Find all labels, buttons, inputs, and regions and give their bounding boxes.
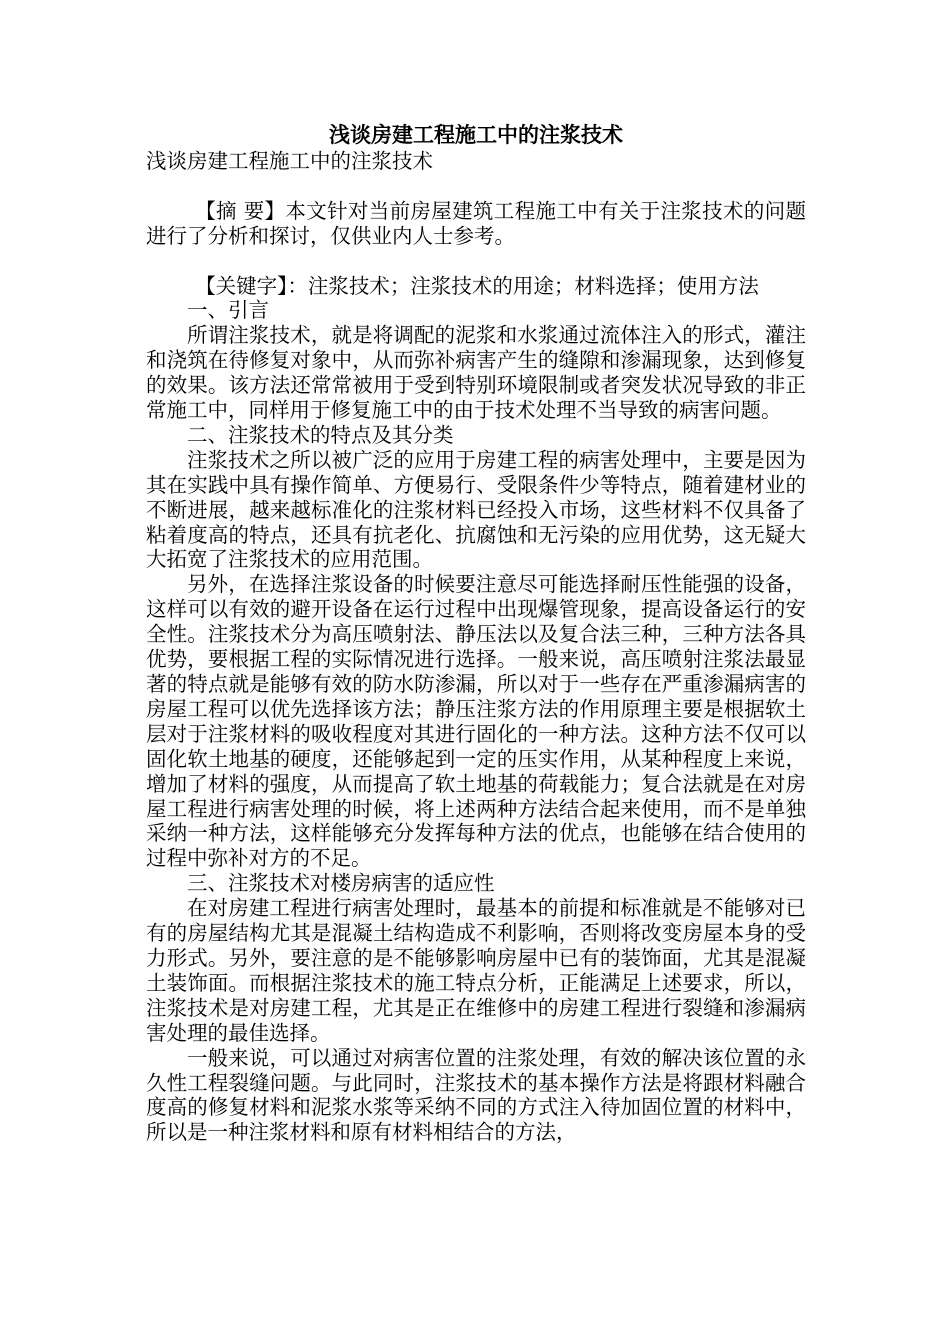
document-page xyxy=(146,120,806,1145)
section-heading-introduction: 一、引言 xyxy=(187,298,269,323)
spacer xyxy=(146,249,806,274)
body-paragraph: 所谓注浆技术，就是将调配的泥浆和水浆通过流体注入的形式，灌注和浇筑在待修复对象中，从而弥补病害产生的缝隙和渗漏现象，达到修复的效果。该方法还常常被用于受到特别环境限制或者突发状况导致的非正常施工中，同样用于修复施工中的由于技术处理不当导致的病害问题。 xyxy=(146,323,806,423)
section-heading-features: 二、注浆技术的特点及其分类 xyxy=(187,422,454,447)
keywords: 【关键字】：注浆技术；注浆技术的用途；材料选择；使用方法 xyxy=(195,273,759,298)
section-heading-adaptability: 三、注浆技术对楼房病害的适应性 xyxy=(187,871,495,896)
body-paragraph: 注浆技术之所以被广泛的应用于房建工程的病害处理中，主要是因为其在实践中具有操作简单、方便易行、受限条件少等特点，随着建材业的不断进展，越来越标准化的注浆材料已经投入市场，这些材料不仅具备了粘着度高的特点，还具有抗老化、抗腐蚀和无污染的应用优势，这无疑大大拓宽了注浆技术的应用范围。 xyxy=(146,447,806,572)
body-paragraph: 在对房建工程进行病害处理时，最基本的前提和标准就是不能够对已有的房屋结构尤其是混凝土结构造成不利影响，否则将改变房屋本身的受力形式。另外，要注意的是不能够影响房屋中已有的装饰面，尤其是混凝土装饰面。而根据注浆技术的施工特点分析，正能满足上述要求，所以，注浆技术是对房建工程，尤其是正在维修中的房建工程进行裂缝和渗漏病害处理的最佳选择。 xyxy=(146,896,806,1045)
document-title: 浅谈房建工程施工中的注浆技术 xyxy=(329,122,623,147)
abstract: 【摘 要】本文针对当前房屋建筑工程施工中有关于注浆技术的问题进行了分析和探讨，仅供业内人士参考。 xyxy=(146,198,806,248)
body-paragraph: 一般来说，可以通过对病害位置的注浆处理，有效的解决该位置的永久性工程裂缝问题。与此同时，注浆技术的基本操作方法是将跟材料融合度高的修复材料和泥浆水浆等采纳不同的方式注入待加固位置的材料中，所以是一种注浆材料和原有材料相结合的方法， xyxy=(146,1045,806,1145)
spacer xyxy=(146,174,806,199)
body-paragraph: 另外，在选择注浆设备的时候要注意尽可能选择耐压性能强的设备，这样可以有效的避开设备在运行过程中出现爆管现象，提高设备运行的安全性。注浆技术分为高压喷射法、静压法以及复合法三种，三种方法各具优势，要根据工程的实际情况进行选择。一般来说，高压喷射注浆法最显著的特点就是能够有效的防水防渗漏，所以对于一些存在严重渗漏病害的房屋工程可以优先选择该方法；静压注浆方法的作用原理主要是根据软土层对于注浆材料的吸收程度对其进行固化的一种方法。这种方法不仅可以固化软土地基的硬度，还能够起到一定的压实作用，从某种程度上来说，增加了材料的强度，从而提高了软土地基的荷载能力；复合法就是在对房屋工程进行病害处理的时候，将上述两种方法结合起来使用，而不是单独采纳一种方法，这样能够充分发挥每种方法的优点，也能够在结合使用的过程中弥补对方的不足。 xyxy=(146,572,806,871)
document-subtitle: 浅谈房建工程施工中的注浆技术 xyxy=(146,149,433,173)
